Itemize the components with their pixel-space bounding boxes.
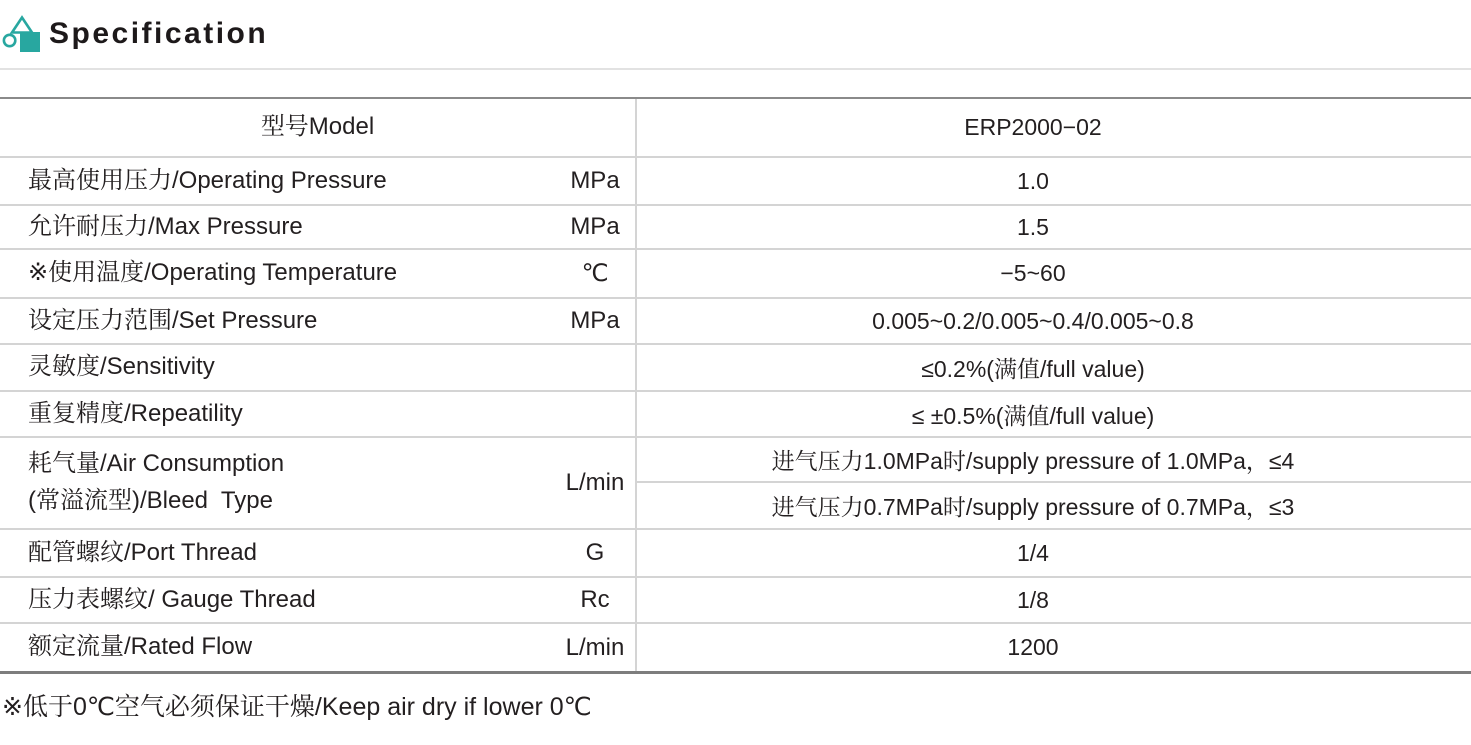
table-row-set-pressure	[0, 297, 1471, 343]
row-label-line1: 耗气量/Air Consumption	[28, 450, 285, 478]
table-row-max-pressure	[0, 204, 1471, 248]
row-label-stack	[28, 450, 555, 516]
model-label-cell	[0, 99, 637, 156]
value-cell	[637, 392, 1471, 436]
row-label: 设定压力范围/Set Pressure	[28, 306, 318, 334]
value-cell	[637, 530, 1471, 576]
table-row-model	[0, 99, 1471, 156]
row-value: 0.005~0.2/0.005~0.4/0.005~0.8	[872, 307, 1194, 334]
label-cell	[0, 345, 637, 390]
row-label: 重复精度/Repeatility	[28, 399, 243, 427]
value-cell	[637, 250, 1471, 297]
label-cell	[0, 392, 637, 436]
value-cell	[637, 206, 1471, 248]
section-header	[0, 0, 1471, 70]
table-row-rated-flow	[0, 622, 1471, 671]
label-cell	[0, 624, 637, 671]
triangle-circle-square-icon	[2, 15, 40, 53]
table-row-operating-temperature	[0, 248, 1471, 297]
row-value: 1.5	[1017, 213, 1049, 240]
row-unit: L/min	[565, 633, 625, 661]
row-label: 配管螺纹/Port Thread	[28, 538, 257, 566]
row-unit: MPa	[570, 167, 620, 194]
row-value: 1200	[1007, 634, 1059, 660]
row-label: 灵敏度/Sensitivity	[28, 353, 215, 381]
row-unit: L/min	[565, 469, 625, 496]
value-cell	[637, 158, 1471, 204]
sub-row-supply-1.0mpa	[637, 438, 1471, 483]
table-row-operating-pressure	[0, 156, 1471, 204]
page-title: Specification	[49, 17, 269, 50]
row-value: ≤ ±0.5%(满值/full value)	[911, 402, 1155, 429]
table-row-air-consumption	[0, 436, 1471, 528]
row-label: ※使用温度/Operating Temperature	[28, 259, 398, 287]
label-cell	[0, 530, 637, 576]
value-cell	[637, 299, 1471, 343]
row-unit: G	[585, 539, 605, 566]
row-value: −5~60	[1000, 260, 1066, 286]
row-label: 允许耐压力/Max Pressure	[28, 212, 303, 240]
row-label: 额定流量/Rated Flow	[28, 633, 253, 661]
label-cell	[0, 438, 637, 528]
value-cell	[637, 578, 1471, 622]
label-cell	[0, 299, 637, 343]
sub-row-supply-0.7mpa	[637, 483, 1471, 528]
row-label: 型号Model	[260, 113, 375, 141]
label-cell	[0, 250, 637, 297]
specification-table	[0, 97, 1471, 674]
table-row-repeatability	[0, 390, 1471, 436]
model-value-cell	[637, 99, 1471, 156]
row-value: 1/8	[1017, 586, 1049, 613]
sub-row-value: 进气压力1.0MPa时/supply pressure of 1.0MPa，≤4	[771, 448, 1295, 474]
row-value: 1.0	[1017, 167, 1049, 194]
row-label: 压力表螺纹/ Gauge Thread	[28, 585, 316, 613]
value-cell	[637, 624, 1471, 671]
table-row-port-thread	[0, 528, 1471, 576]
table-row-sensitivity	[0, 343, 1471, 390]
row-label: 最高使用压力/Operating Pressure	[28, 166, 387, 194]
row-value: ≤0.2%(满值/full value)	[921, 356, 1145, 382]
value-cell	[637, 345, 1471, 390]
label-cell	[0, 158, 637, 204]
label-cell	[0, 206, 637, 248]
label-cell	[0, 578, 637, 622]
table-row-gauge-thread	[0, 576, 1471, 622]
row-unit: MPa	[570, 213, 620, 240]
sub-row-value: 进气压力0.7MPa时/supply pressure of 0.7MPa，≤3	[771, 494, 1295, 520]
footnote-text: ※低于0℃空气必须保证干燥/Keep air dry if lower 0℃	[2, 693, 592, 721]
value-cell-split	[637, 438, 1471, 528]
row-value: ERP2000−02	[964, 114, 1102, 140]
row-unit: Rc	[580, 586, 610, 613]
row-label-line2: (常溢流型)/Bleed Type	[28, 487, 273, 514]
row-unit: MPa	[570, 307, 620, 334]
row-value: 1/4	[1017, 539, 1049, 566]
row-unit: ℃	[581, 260, 609, 287]
